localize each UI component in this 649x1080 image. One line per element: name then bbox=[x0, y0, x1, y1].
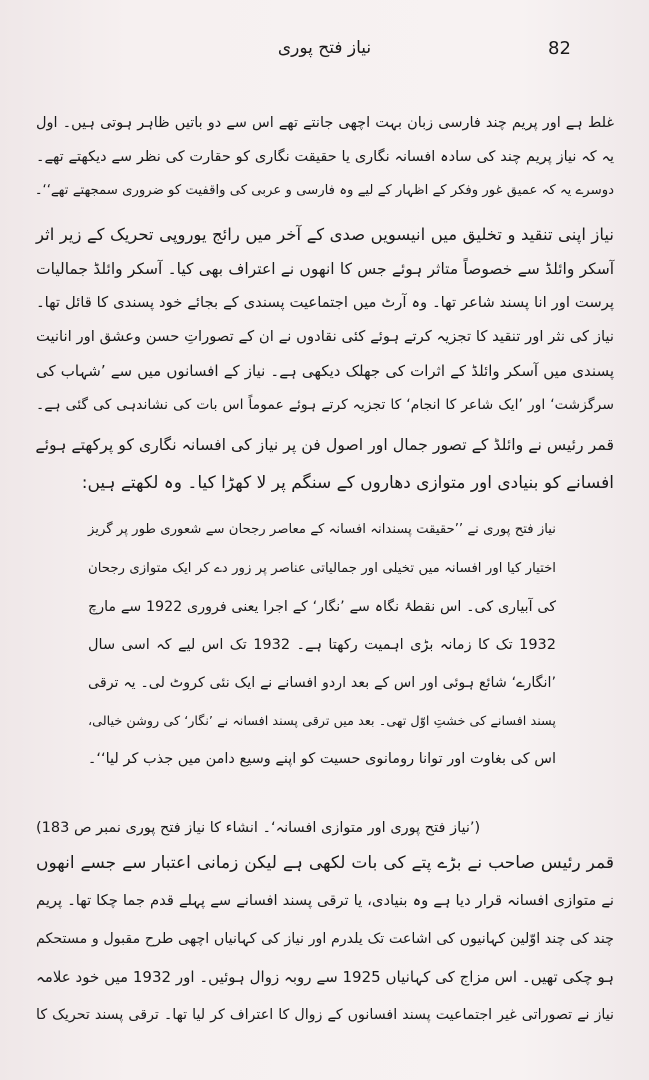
text-line: دوسرے یہ کہ عمیق غور وفکر کے اظہار کے لیے وہ فارسی و عربی کی واقفیت کو ضروری سمجھتے تھے‘‘۔ bbox=[34, 183, 614, 198]
text-line: نیاز اپنی تنقید و تخلیق میں انیسویں صدی کے آخر میں رائج یوروپی تحریک کے زیر اثر bbox=[36, 225, 614, 244]
text-line: نیاز کی نثر اور تنقید کا تجزیہ کرتے ہوئے کئی نقادوں نے ان کے تصوراتِ حسن وعشق اور انانیت bbox=[36, 328, 614, 345]
text-line: ہو چکی تھیں۔ اس مزاج کی کہانیاں 1925 سے روبہ زوال ہوئیں۔ اور 1932 میں خود علامہ bbox=[36, 968, 614, 986]
quote-line: کی آبیاری کی۔ اس نقطۂ نگاہ سے ’نگار‘ کے اجرا یعنی فروری 1922 سے مارچ bbox=[88, 599, 557, 615]
text-line: یہ کہ نیاز پریم چند کی سادہ افسانہ نگاری یا حقیقت نگاری کو حقارت کی نظر سے دیکھتے تھے۔ bbox=[36, 149, 614, 165]
text-line: افسانے کو بنیادی اور متوازی دھاروں کے سنگم پر لا کھڑا کیا۔ وہ لکھتے ہیں: bbox=[81, 473, 614, 493]
text-line: چند کی چند اوّلین کہانیوں کی اشاعت تک یلدرم اور نیاز کی کہانیاں اچھی طرح مقبول و مستحکم bbox=[36, 931, 614, 947]
text-line: غلط ہے اور پریم چند فارسی زبان بہت اچھی جانتے تھے اس سے دو باتیں ظاہر ہوتی ہیں۔ اول bbox=[36, 115, 614, 131]
text-line: سرگزشت‘ اور ’ایک شاعر کا انجام‘ کا تجزیہ کرتے ہوئے عموماً اس بات کی نشاندہی کی گئی ہے۔ bbox=[36, 397, 614, 413]
quote-line: پسند افسانے کی خشتِ اوّل تھی۔ بعد میں ترقی پسند افسانہ نے ’نگار‘ کی روشن خیالی، bbox=[88, 714, 556, 729]
quote-citation: (’نیاز فتح پوری اور متوازی افسانہ‘۔ انشاء کا نیاز فتح پوری نمبر ص 183) bbox=[36, 820, 481, 836]
quote-line: 1932 تک کا زمانہ بڑی اہمیت رکھتا ہے۔ 1932 تک اس لیے کہ اسی سال bbox=[88, 637, 556, 653]
quote-line: ’انگارے‘ شائع ہوئی اور اس کے بعد اردو افسانے نے ایک نئی کروٹ لی۔ یہ ترقی bbox=[88, 675, 556, 691]
quote-line: اس کی بغاوت اور توانا رومانوی حسیت کو اپنے وسیع دامن میں جذب کر لیا‘‘۔ bbox=[87, 751, 556, 767]
text-line: نے متوازی افسانہ قرار دیا ہے وہ بنیادی، یا ترقی پسند افسانے سے پہلے قدم جما چکا تھا۔ پریم bbox=[36, 892, 614, 909]
quote-line: نیاز فتح پوری نے ’’حقیقت پسندانہ افسانہ کے معاصر رجحان سے شعوری طور پر گریز bbox=[88, 522, 556, 537]
text-line: نیاز نے تصوراتی غیر اجتماعیت پسند افسانوں کے زوال کا اعتراف کر لیا تھا۔ ترقی پسند تحریک کا bbox=[36, 1007, 614, 1023]
text-line: پسندی میں آسکر وائلڈ کے اثرات کی جھلک دیکھی ہے۔ نیاز کے افسانوں میں سے ’شہاب کی bbox=[36, 362, 614, 380]
running-head: نیاز فتح پوری bbox=[277, 38, 372, 58]
page-number: 82 bbox=[548, 38, 571, 59]
text-line: آسکر وائلڈ سے خصوصاً متاثر ہوئے جس کا انھوں نے اعتراف بھی کیا۔ آسکر وائلڈ جمالیات bbox=[36, 260, 614, 278]
quote-line: اختیار کیا اور افسانہ میں تخیلی اور جمالیاتی عناصر پر زور دے کر ایک متوازی رجحان bbox=[88, 561, 556, 576]
text-line: پرست اور انا پسند شاعر تھا۔ وہ آرٹ میں اجتماعیت پسندی کے بجائے خود پسندی کا قائل تھا۔ bbox=[36, 294, 614, 311]
text-line: قمر رئیس نے وائلڈ کے تصور جمال اور اصول فن پر نیاز کی افسانہ نگاری کو پرکھتے ہوئے bbox=[35, 435, 614, 454]
text-line: قمر رئیس صاحب نے بڑے پتے کی بات لکھی ہے لیکن زمانی اعتبار سے جسے انھوں bbox=[36, 853, 614, 873]
